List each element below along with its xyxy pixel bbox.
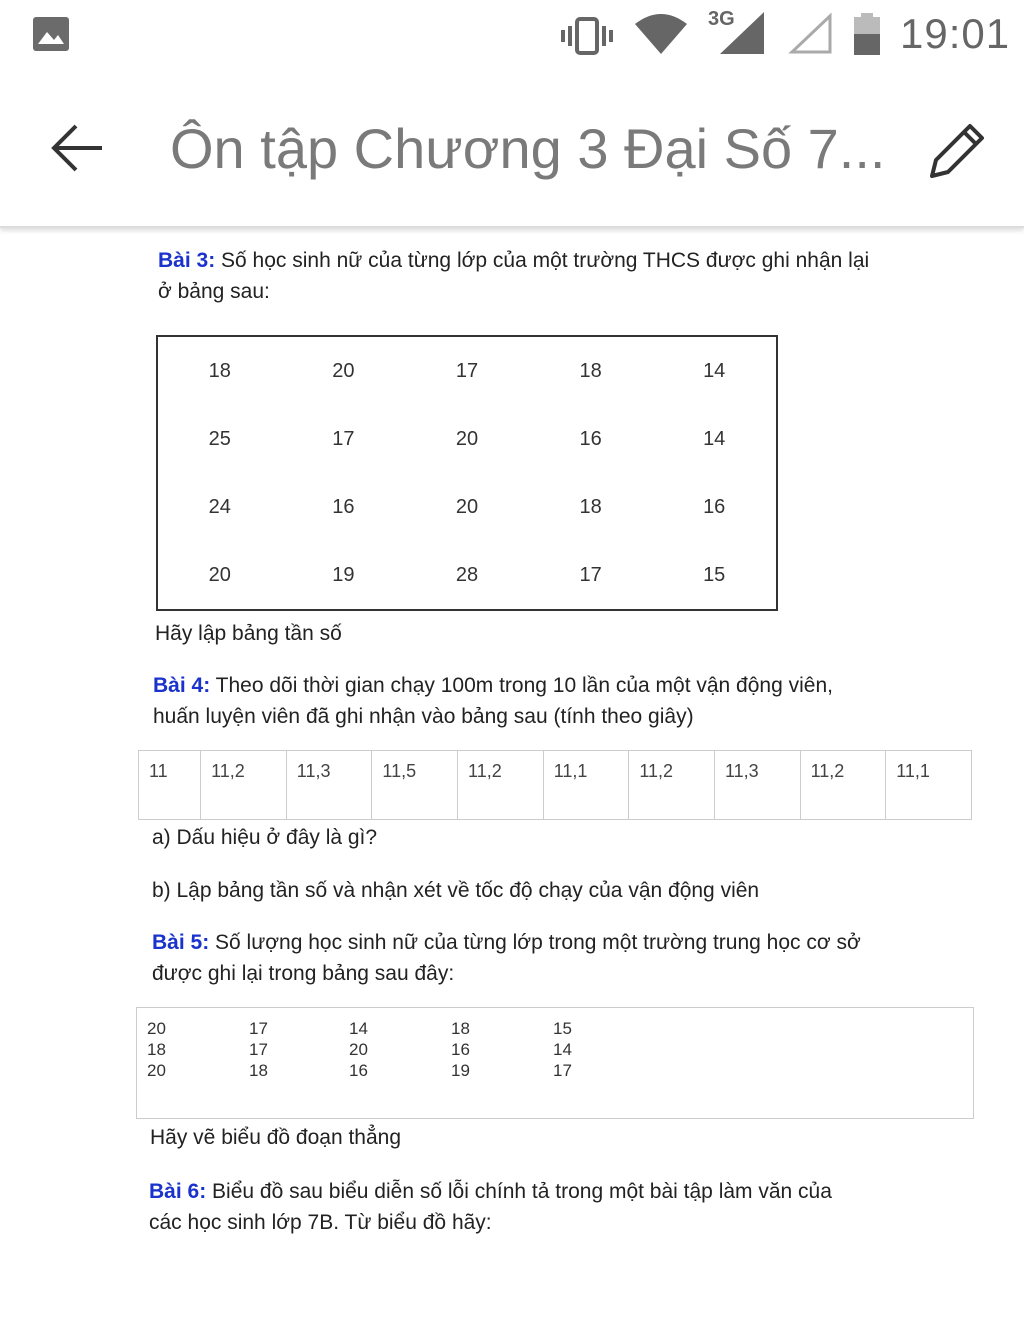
battery-icon xyxy=(852,12,882,56)
table-row xyxy=(157,541,777,610)
table-cell: 14 xyxy=(553,1040,572,1059)
table-cell: 17 xyxy=(249,1040,268,1059)
table-cell: 15 xyxy=(553,1019,572,1038)
table-row xyxy=(157,336,777,405)
table-cell: 18 xyxy=(208,359,231,382)
bai6-intro xyxy=(149,1176,832,1238)
bai3-task: Hãy lập bảng tần số xyxy=(155,622,342,645)
signal-empty-icon xyxy=(786,12,834,56)
table-cell: 11 xyxy=(139,751,201,820)
bai4-text-line2: huấn luyện viên đã ghi nhận vào bảng sau (tính theo giây) xyxy=(153,705,694,728)
table-column xyxy=(147,1018,166,1081)
bai3-intro xyxy=(158,245,869,307)
table-cell: 18 xyxy=(579,359,602,382)
bai3-text-line2: ở bảng sau: xyxy=(158,280,270,303)
bai6-label: Bài 6: xyxy=(149,1180,207,1203)
bai4-text-line1: Theo dõi thời gian chạy 100m trong 10 lần của một vận động viên, xyxy=(210,674,833,697)
table-cell: 14 xyxy=(703,427,726,450)
table-cell: 24 xyxy=(208,495,231,518)
vibrate-icon xyxy=(560,16,614,56)
table-cell: 20 xyxy=(147,1019,166,1038)
table-column xyxy=(451,1018,470,1081)
table-cell: 17 xyxy=(332,427,355,450)
table-row xyxy=(139,751,972,820)
table-cell: 11,2 xyxy=(800,751,886,820)
image-icon xyxy=(32,16,70,52)
table-cell: 15 xyxy=(703,563,726,586)
bai5-text-line1: Số lượng học sinh nữ của từng lớp trong một trường trung học cơ sở xyxy=(209,931,861,954)
table-cell: 11,3 xyxy=(714,751,800,820)
table-cell: 11,2 xyxy=(201,751,287,820)
wifi-icon xyxy=(634,12,688,56)
bai6-text-line1: Biểu đồ sau biểu diễn số lỗi chính tả trong một bài tập làm văn của xyxy=(206,1180,832,1203)
bai6-text-line2: các học sinh lớp 7B. Từ biểu đồ hãy: xyxy=(149,1211,492,1234)
table-cell: 14 xyxy=(703,359,726,382)
table-cell: 17 xyxy=(249,1019,268,1038)
bai3-table xyxy=(156,335,778,611)
table-cell: 11,5 xyxy=(372,751,458,820)
table-row xyxy=(157,473,777,541)
app-bar xyxy=(0,72,1024,228)
bai4-question-a: a) Dấu hiệu ở đây là gì? xyxy=(152,826,378,849)
table-cell: 25 xyxy=(208,427,231,450)
table-cell: 11,1 xyxy=(886,751,972,820)
bai4-intro xyxy=(153,670,833,732)
table-cell: 11,3 xyxy=(286,751,372,820)
edit-pencil-icon[interactable] xyxy=(920,114,992,186)
table-cell: 19 xyxy=(451,1061,470,1080)
back-arrow-icon[interactable] xyxy=(46,120,110,176)
table-cell: 16 xyxy=(349,1061,368,1080)
bai4-label: Bài 4: xyxy=(153,674,211,697)
bai4-question-b: b) Lập bảng tần số và nhận xét về tốc độ chạy của vận động viên xyxy=(152,879,760,902)
table-cell: 20 xyxy=(349,1040,368,1059)
bai3-text-line1: Số học sinh nữ của từng lớp của một trường THCS được ghi nhận lại xyxy=(215,249,870,272)
bai5-label: Bài 5: xyxy=(152,931,210,954)
bai5-table xyxy=(136,1007,974,1119)
table-cell: 20 xyxy=(208,563,231,586)
table-cell: 18 xyxy=(249,1061,268,1080)
table-column xyxy=(553,1018,572,1081)
table-cell: 20 xyxy=(455,427,479,450)
bai5-intro xyxy=(152,927,861,989)
table-cell: 17 xyxy=(579,563,602,586)
page-title: Ôn tập Chương 3 Đại Số 7... xyxy=(170,117,886,180)
document-page xyxy=(0,230,1024,1331)
table-column xyxy=(249,1018,268,1081)
table-cell: 20 xyxy=(147,1061,166,1080)
bai5-task: Hãy vẽ biểu đồ đoạn thẳng xyxy=(150,1126,402,1149)
table-cell: 16 xyxy=(332,495,355,518)
bai4-table xyxy=(138,750,972,820)
bai3-label: Bài 3: xyxy=(158,249,216,272)
table-cell: 20 xyxy=(332,359,355,382)
network-type-label: 3G xyxy=(708,8,735,30)
table-cell: 18 xyxy=(579,495,602,518)
bai5-text-line2: được ghi lại trong bảng sau đây: xyxy=(152,962,455,985)
table-cell: 11,2 xyxy=(629,751,715,820)
table-cell: 19 xyxy=(332,563,355,586)
table-cell: 11,1 xyxy=(543,751,629,820)
table-cell: 17 xyxy=(455,359,479,382)
table-row xyxy=(157,405,777,473)
table-cell: 14 xyxy=(349,1019,368,1038)
clock: 19:01 xyxy=(900,10,1011,57)
table-cell: 20 xyxy=(455,495,479,518)
status-bar xyxy=(0,0,1024,72)
table-cell: 28 xyxy=(455,563,479,586)
table-cell: 18 xyxy=(451,1019,470,1038)
table-cell: 17 xyxy=(553,1061,572,1080)
table-cell: 18 xyxy=(147,1040,166,1059)
table-cell: 16 xyxy=(579,427,602,450)
table-cell: 11,2 xyxy=(458,751,544,820)
table-cell: 16 xyxy=(451,1040,470,1059)
table-cell: 16 xyxy=(703,495,726,518)
table-column xyxy=(349,1018,368,1081)
